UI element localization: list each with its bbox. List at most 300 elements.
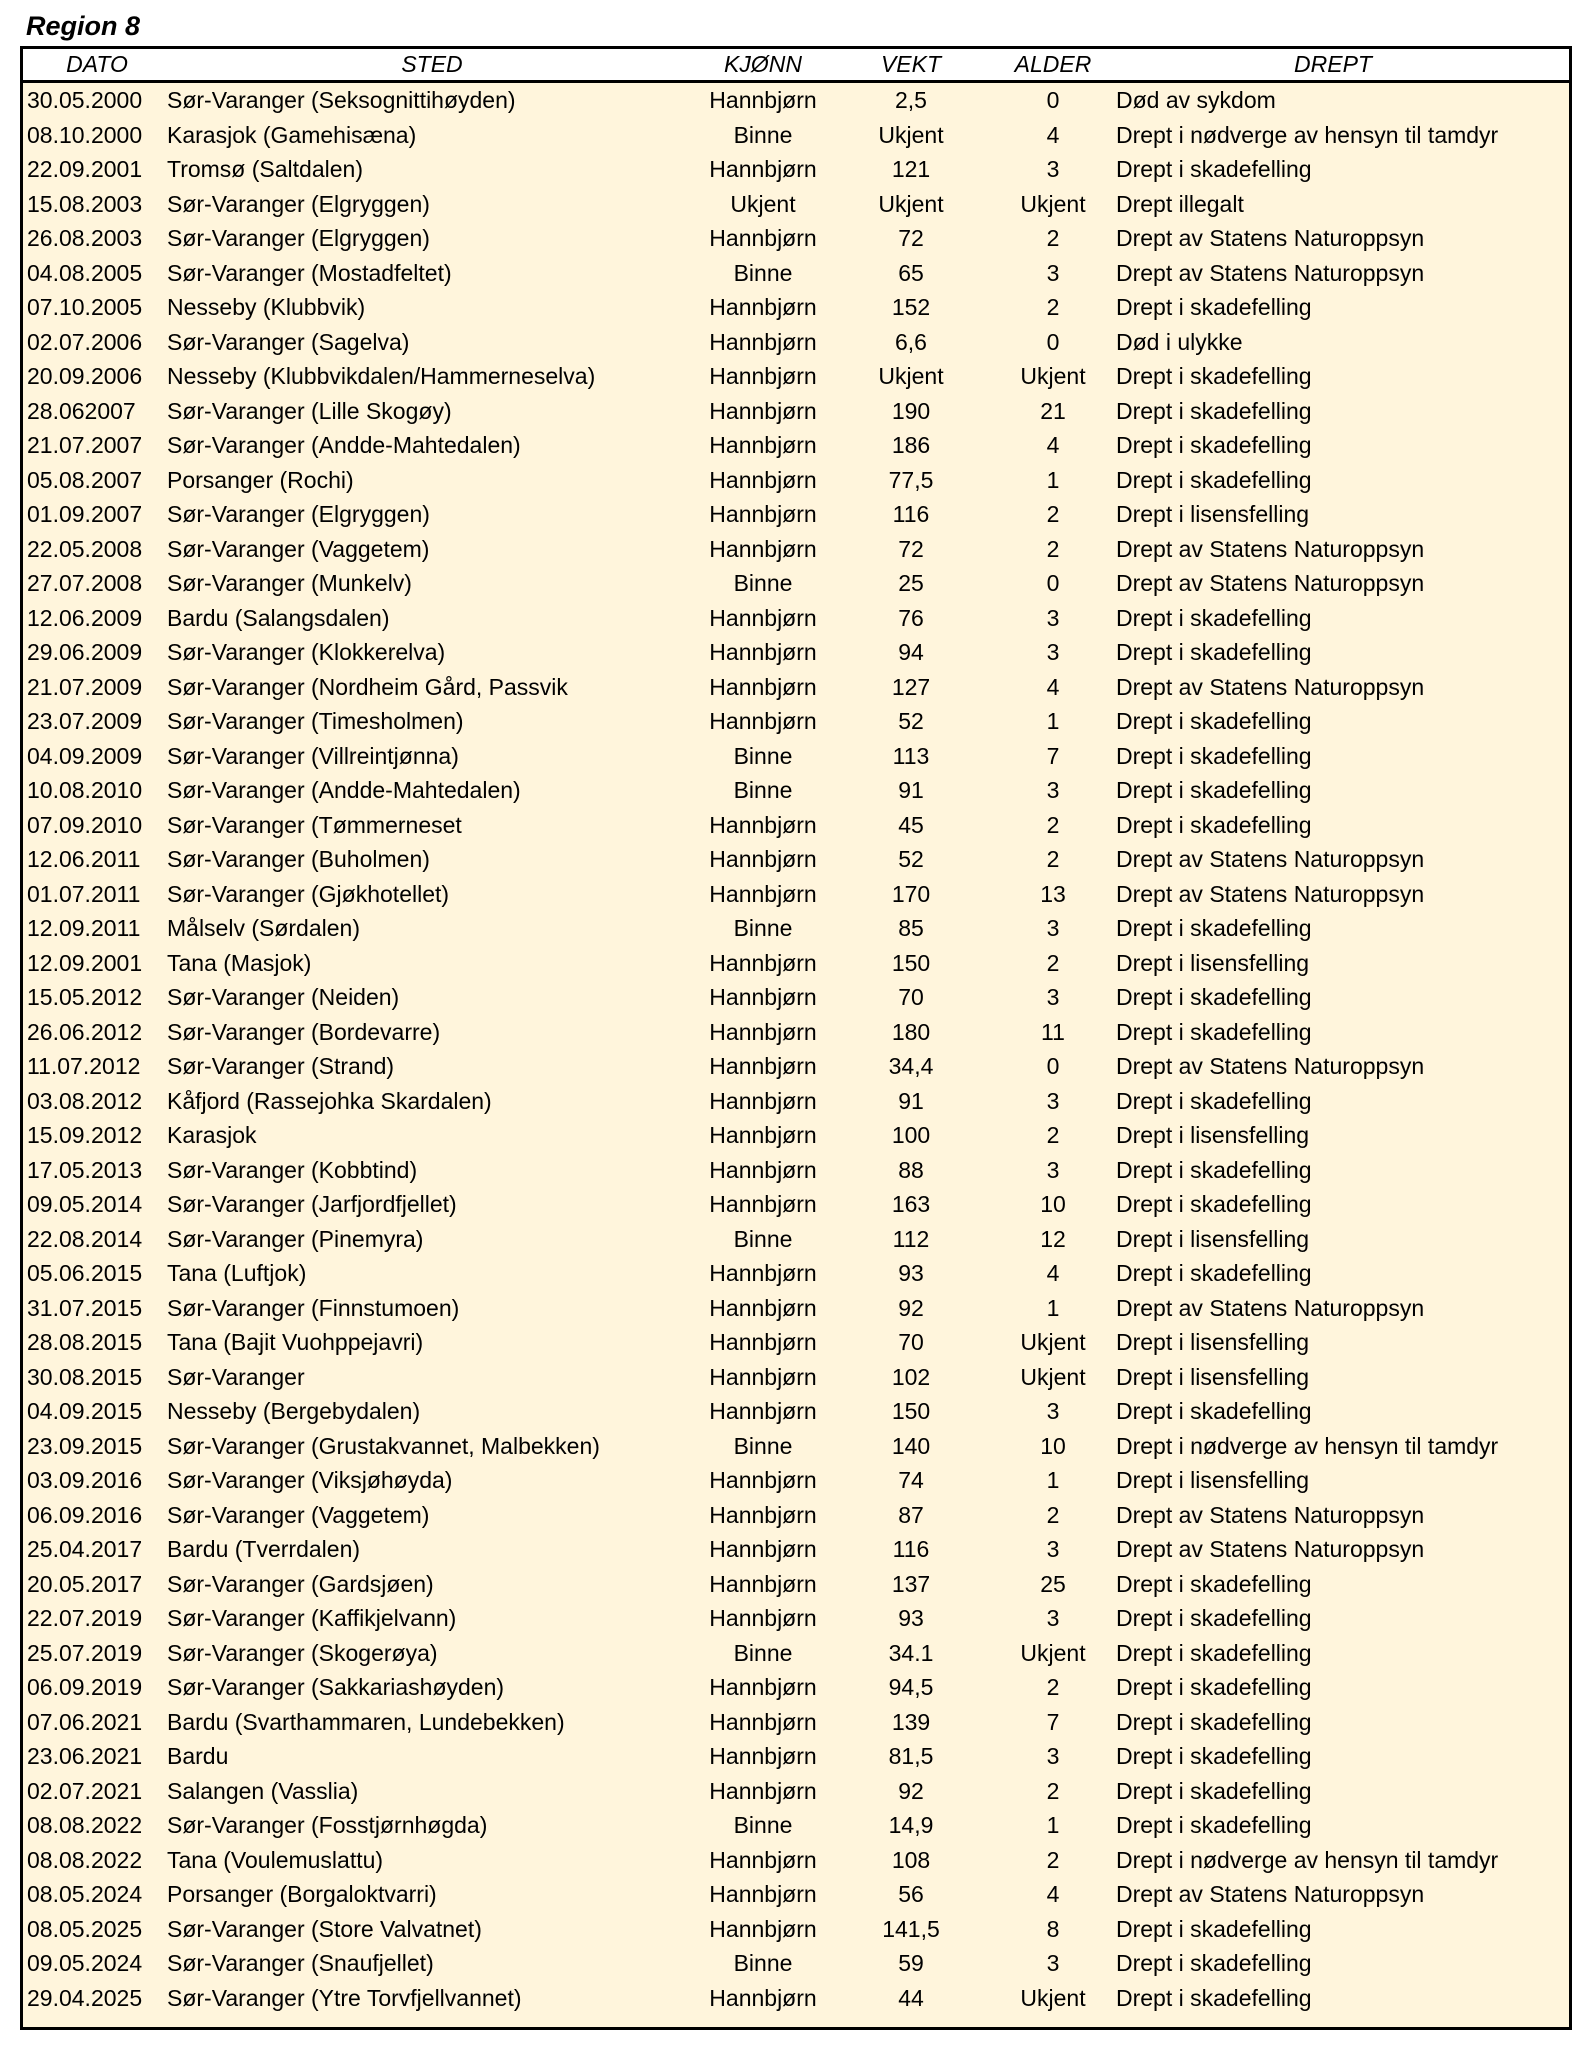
cell-dato: 03.08.2012 [27, 1087, 143, 1114]
table-row [23, 1774, 1569, 1809]
cell-sted: Sør-Varanger (Lille Skogøy) [167, 397, 452, 424]
cell-sted: Sør-Varanger (Vaggetem) [167, 1501, 430, 1528]
cell-vekt: 93 [898, 1260, 924, 1286]
cell-vekt: 59 [898, 1950, 924, 1976]
header-sted: STED [401, 51, 463, 77]
cell-drept: Drept i lisensfelling [1116, 1467, 1310, 1493]
cell-alder: 4 [1046, 1881, 1060, 1907]
cell-kjonn: Hannbjørn [709, 846, 817, 872]
table-row [23, 256, 1569, 291]
cell-kjonn: Hannbjørn [709, 949, 817, 976]
cell-dato: 12.06.2011 [27, 846, 141, 872]
cell-vekt: 45 [898, 811, 924, 838]
cell-dato: 15.09.2012 [27, 1122, 143, 1148]
header-dato: DATO [66, 51, 128, 77]
cell-sted: Nesseby (Klubbvik) [167, 294, 366, 320]
cell-alder: 2 [1046, 949, 1060, 976]
table-row [23, 670, 1569, 705]
cell-dato: 25.07.2019 [27, 1639, 143, 1666]
cell-vekt: 81,5 [888, 1743, 934, 1769]
cell-drept: Drept i skadefelling [1116, 742, 1312, 769]
cell-vekt: 163 [891, 1191, 931, 1217]
cell-alder: 0 [1046, 328, 1060, 355]
cell-vekt: 56 [898, 1881, 924, 1907]
table-row [23, 704, 1569, 739]
table-row [23, 1222, 1569, 1257]
cell-sted: Tana (Luftjok) [167, 1260, 307, 1286]
cell-kjonn: Binne [733, 259, 793, 286]
cell-vekt: 70 [898, 984, 924, 1010]
cell-drept: Drept i lisensfelling [1116, 1225, 1310, 1252]
cell-alder: 3 [1046, 1743, 1060, 1769]
cell-sted: Sør-Varanger (Neiden) [167, 984, 400, 1010]
cell-sted: Sør-Varanger (Elgryggen) [167, 501, 430, 527]
cell-kjonn: Hannbjørn [709, 1398, 817, 1424]
cell-dato: 30.08.2015 [27, 1363, 143, 1390]
cell-vekt: 150 [891, 949, 931, 976]
cell-dato: 03.09.2016 [27, 1467, 143, 1493]
table-row [23, 1532, 1569, 1567]
cell-dato: 23.09.2015 [27, 1432, 143, 1459]
cell-sted: Karasjok (Gamehisæna) [167, 121, 417, 148]
cell-alder: 3 [1046, 259, 1060, 286]
table-row [23, 118, 1569, 153]
cell-vekt: 52 [898, 708, 924, 734]
cell-drept: Drept i skadefelling [1116, 639, 1312, 665]
cell-sted: Sør-Varanger (Seksognittihøyden) [167, 87, 516, 113]
cell-alder: 2 [1046, 294, 1060, 320]
cell-vekt: 72 [898, 225, 924, 251]
cell-sted: Porsanger (Rochi) [167, 466, 354, 493]
cell-alder: 10 [1040, 1191, 1066, 1217]
cell-dato: 07.09.2010 [27, 811, 143, 838]
cell-alder: 2 [1046, 1501, 1060, 1528]
cell-vekt: 127 [891, 673, 931, 700]
cell-alder: 2 [1046, 1846, 1060, 1873]
cell-alder: 2 [1046, 1674, 1060, 1700]
cell-drept: Drept i skadefelling [1116, 1708, 1312, 1735]
cell-drept: Drept i skadefelling [1116, 156, 1312, 182]
table-row [23, 1877, 1569, 1912]
cell-kjonn: Hannbjørn [709, 1294, 817, 1321]
table-row [23, 1084, 1569, 1119]
cell-vekt: 92 [898, 1777, 924, 1804]
cell-sted: Bardu (Tverrdalen) [167, 1536, 361, 1562]
cell-sted: Sør-Varanger (Nordheim Gård, Passvik [167, 673, 568, 700]
cell-drept: Drept av Statens Naturoppsyn [1116, 880, 1425, 907]
cell-dato: 26.06.2012 [27, 1018, 143, 1045]
cell-kjonn: Binne [733, 570, 793, 596]
cell-vekt: 139 [891, 1708, 931, 1735]
cell-dato: 08.08.2022 [27, 1812, 143, 1838]
cell-drept: Drept av Statens Naturoppsyn [1116, 1536, 1425, 1562]
cell-kjonn: Hannbjørn [709, 397, 817, 424]
cell-drept: Drept i skadefelling [1116, 604, 1312, 631]
cell-alder: 3 [1046, 1605, 1060, 1631]
cell-alder: 3 [1046, 1156, 1060, 1183]
cell-kjonn: Hannbjørn [709, 1570, 817, 1597]
cell-kjonn: Hannbjørn [709, 1674, 817, 1700]
cell-dato: 11.07.2012 [27, 1053, 141, 1079]
cell-drept: Drept i lisensfelling [1116, 501, 1310, 527]
cell-vekt: 65 [898, 259, 924, 286]
cell-vekt: 6,6 [895, 328, 927, 355]
cell-drept: Drept av Statens Naturoppsyn [1116, 1053, 1425, 1079]
cell-vekt: 88 [898, 1156, 924, 1183]
cell-sted: Sør-Varanger (Buholmen) [167, 846, 430, 872]
cell-kjonn: Binne [733, 1812, 793, 1838]
cell-alder: 1 [1046, 708, 1060, 734]
cell-alder: 3 [1046, 1950, 1060, 1976]
table-row [23, 463, 1569, 498]
cell-sted: Bardu (Salangsdalen) [167, 604, 390, 631]
cell-sted: Sør-Varanger (Gjøkhotellet) [167, 880, 450, 907]
cell-vekt: 14,9 [888, 1812, 934, 1838]
cell-alder: 4 [1046, 1260, 1060, 1286]
cell-drept: Drept i skadefelling [1116, 1605, 1312, 1631]
cell-drept: Drept i nødverge av hensyn til tamdyr [1116, 1432, 1499, 1459]
cell-kjonn: Binne [733, 742, 793, 769]
cell-kjonn: Hannbjørn [709, 1329, 817, 1355]
cell-drept: Drept i skadefelling [1116, 1018, 1312, 1045]
cell-kjonn: Hannbjørn [709, 673, 817, 700]
cell-drept: Drept illegalt [1116, 190, 1244, 217]
cell-vekt: 112 [892, 1225, 930, 1252]
cell-dato: 05.08.2007 [27, 466, 143, 493]
cell-alder: 8 [1046, 1915, 1060, 1942]
cell-vekt: 34.1 [888, 1639, 934, 1666]
table-row [23, 1705, 1569, 1740]
cell-sted: Sør-Varanger (Skogerøya) [167, 1639, 438, 1666]
cell-dato: 28.08.2015 [27, 1329, 143, 1355]
cell-vekt: 108 [891, 1846, 931, 1873]
table-row [23, 83, 1569, 118]
table-row [23, 152, 1569, 187]
cell-drept: Drept i lisensfelling [1116, 949, 1310, 976]
cell-dato: 20.05.2017 [27, 1570, 143, 1597]
cell-kjonn: Hannbjørn [709, 1881, 817, 1907]
table-row [23, 532, 1569, 567]
cell-alder: 13 [1040, 880, 1066, 907]
cell-dato: 08.10.2000 [27, 121, 143, 148]
cell-drept: Drept i skadefelling [1116, 1777, 1312, 1804]
cell-vekt: 87 [898, 1501, 924, 1528]
cell-sted: Sør-Varanger (Elgryggen) [167, 225, 430, 251]
cell-vekt: 44 [898, 1984, 924, 2011]
cell-sted: Sør-Varanger (Kobbtind) [167, 1156, 418, 1183]
cell-vekt: 170 [891, 880, 931, 907]
table-row [23, 359, 1569, 394]
cell-drept: Drept i skadefelling [1116, 1984, 1312, 2011]
cell-vekt: Ukjent [878, 363, 944, 389]
cell-sted: Sør-Varanger (Andde-Mahtedalen) [167, 432, 521, 458]
table-row [23, 221, 1569, 256]
cell-vekt: 77,5 [888, 466, 934, 493]
table-row [23, 566, 1569, 601]
cell-sted: Nesseby (Klubbvikdalen/Hammerneselva) [167, 363, 596, 389]
cell-kjonn: Hannbjørn [709, 1501, 817, 1528]
cell-dato: 17.05.2013 [27, 1156, 143, 1183]
table-row [23, 1187, 1569, 1222]
cell-alder: 3 [1046, 156, 1060, 182]
cell-kjonn: Hannbjørn [709, 1191, 817, 1217]
cell-kjonn: Hannbjørn [709, 1743, 817, 1769]
cell-drept: Drept i skadefelling [1116, 1639, 1312, 1666]
header-alder: ALDER [1014, 51, 1092, 77]
cell-sted: Sør-Varanger (Gardsjøen) [167, 1570, 434, 1597]
cell-dato: 27.07.2008 [27, 570, 143, 596]
cell-dato: 23.06.2021 [27, 1743, 143, 1769]
cell-sted: Sør-Varanger (Finnstumoen) [167, 1294, 460, 1321]
cell-kjonn: Hannbjørn [709, 984, 817, 1010]
cell-dato: 25.04.2017 [27, 1536, 143, 1562]
cell-dato: 22.07.2019 [27, 1605, 143, 1631]
cell-dato: 26.08.2003 [27, 225, 143, 251]
cell-dato: 15.08.2003 [27, 190, 143, 217]
table-row [23, 601, 1569, 636]
cell-alder: 2 [1046, 811, 1060, 838]
cell-kjonn: Hannbjørn [709, 535, 817, 562]
cell-alder: 12 [1040, 1225, 1066, 1252]
cell-drept: Drept i skadefelling [1116, 1915, 1312, 1942]
cell-sted: Tana (Bajit Vuohppejavri) [167, 1329, 424, 1355]
table-row [23, 1739, 1569, 1774]
cell-sted: Sør-Varanger (Timesholmen) [167, 708, 464, 734]
cell-drept: Drept i skadefelling [1116, 708, 1312, 734]
cell-kjonn: Hannbjørn [709, 639, 817, 665]
cell-dato: 22.08.2014 [27, 1225, 143, 1252]
cell-kjonn: Hannbjørn [709, 466, 817, 493]
cell-alder: 7 [1046, 1708, 1060, 1735]
cell-vekt: 113 [892, 742, 930, 769]
cell-vekt: 34,4 [888, 1053, 934, 1079]
table-row [23, 946, 1569, 981]
cell-sted: Tana (Voulemuslattu) [167, 1846, 384, 1873]
cell-sted: Sør-Varanger (Andde-Mahtedalen) [167, 777, 521, 803]
table-row [23, 808, 1569, 843]
cell-kjonn: Hannbjørn [709, 501, 817, 527]
cell-vekt: 141,5 [882, 1915, 940, 1942]
cell-alder: 0 [1046, 1053, 1060, 1079]
cell-dato: 07.06.2021 [27, 1708, 143, 1735]
cell-vekt: 74 [898, 1467, 924, 1493]
cell-vekt: 91 [898, 1087, 924, 1114]
cell-alder: 2 [1046, 501, 1060, 527]
cell-vekt: 76 [898, 604, 924, 631]
table-row [23, 1498, 1569, 1533]
cell-vekt: 85 [898, 915, 924, 941]
table-row [23, 1325, 1569, 1360]
cell-alder: 7 [1046, 742, 1060, 769]
table-row [23, 1808, 1569, 1843]
cell-kjonn: Hannbjørn [709, 1777, 817, 1804]
table-row [23, 773, 1569, 808]
cell-alder: 1 [1046, 1812, 1060, 1838]
cell-alder: 2 [1046, 1122, 1060, 1148]
cell-drept: Drept av Statens Naturoppsyn [1116, 570, 1425, 596]
cell-dato: 12.09.2001 [27, 949, 143, 976]
cell-sted: Målselv (Sørdalen) [167, 915, 360, 941]
cell-kjonn: Hannbjørn [709, 1363, 817, 1390]
table-row [23, 739, 1569, 774]
cell-alder: 2 [1046, 1777, 1060, 1804]
cell-dato: 30.05.2000 [27, 87, 143, 113]
cell-dato: 04.09.2015 [27, 1398, 143, 1424]
cell-dato: 05.06.2015 [27, 1260, 143, 1286]
table-row [23, 911, 1569, 946]
cell-sted: Sør-Varanger (Bordevarre) [167, 1018, 441, 1045]
cell-drept: Drept i skadefelling [1116, 363, 1312, 389]
table-row [23, 1118, 1569, 1153]
cell-drept: Drept av Statens Naturoppsyn [1116, 1881, 1425, 1907]
cell-vekt: 116 [892, 1536, 930, 1562]
cell-dato: 08.05.2025 [27, 1915, 143, 1942]
cell-kjonn: Hannbjørn [709, 1708, 817, 1735]
cell-drept: Drept i lisensfelling [1116, 1363, 1310, 1390]
data-table [20, 46, 1572, 2030]
cell-kjonn: Hannbjørn [709, 432, 817, 458]
cell-alder: 25 [1040, 1570, 1066, 1597]
cell-sted: Kåfjord (Rassejohka Skardalen) [167, 1087, 492, 1114]
cell-kjonn: Hannbjørn [709, 156, 817, 182]
table-row [23, 1636, 1569, 1671]
cell-dato: 06.09.2016 [27, 1501, 143, 1528]
cell-alder: 3 [1046, 604, 1060, 631]
cell-sted: Bardu (Svarthammaren, Lundebekken) [167, 1708, 565, 1735]
cell-sted: Sør-Varanger (Snaufjellet) [167, 1950, 434, 1976]
cell-dato: 12.06.2009 [27, 604, 143, 631]
cell-sted: Sør-Varanger (Vaggetem) [167, 535, 430, 562]
cell-alder: Ukjent [1020, 363, 1086, 389]
cell-drept: Drept i skadefelling [1116, 397, 1312, 424]
cell-drept: Drept i skadefelling [1116, 432, 1312, 458]
cell-sted: Bardu [167, 1743, 229, 1769]
table-row [23, 1291, 1569, 1326]
table-row [23, 1153, 1569, 1188]
cell-kjonn: Binne [733, 1225, 793, 1252]
cell-vekt: 91 [898, 777, 924, 803]
cell-dato: 21.07.2009 [27, 673, 143, 700]
cell-kjonn: Hannbjørn [709, 225, 817, 251]
cell-vekt: 52 [898, 846, 924, 872]
cell-drept: Drept i skadefelling [1116, 1191, 1312, 1217]
table-row [23, 1015, 1569, 1050]
cell-dato: 23.07.2009 [27, 708, 143, 734]
table-row [23, 1256, 1569, 1291]
cell-alder: Ukjent [1020, 190, 1086, 217]
cell-drept: Drept i skadefelling [1116, 294, 1312, 320]
cell-sted: Sør-Varanger (Store Valvatnet) [167, 1915, 482, 1942]
table-row [23, 1463, 1569, 1498]
cell-alder: 3 [1046, 1087, 1060, 1114]
cell-sted: Tana (Masjok) [167, 949, 312, 976]
cell-alder: 3 [1046, 915, 1060, 941]
cell-drept: Drept av Statens Naturoppsyn [1116, 225, 1425, 251]
cell-vekt: 102 [891, 1363, 931, 1390]
cell-dato: 04.08.2005 [27, 259, 143, 286]
cell-kjonn: Hannbjørn [709, 1467, 817, 1493]
cell-drept: Drept av Statens Naturoppsyn [1116, 673, 1425, 700]
cell-vekt: 150 [891, 1398, 931, 1424]
cell-kjonn: Hannbjørn [709, 811, 817, 838]
cell-sted: Sør-Varanger (Sakkariashøyden) [167, 1674, 505, 1700]
cell-kjonn: Hannbjørn [709, 1053, 817, 1079]
cell-drept: Drept i skadefelling [1116, 1570, 1312, 1597]
header-drept: DREPT [1294, 51, 1372, 77]
cell-kjonn: Hannbjørn [709, 1260, 817, 1286]
cell-kjonn: Hannbjørn [709, 294, 817, 320]
cell-dato: 09.05.2014 [27, 1191, 143, 1217]
cell-sted: Sør-Varanger (Ytre Torvfjellvannet) [167, 1984, 522, 2011]
table-row [23, 1429, 1569, 1464]
table-row [23, 1946, 1569, 1981]
cell-drept: Drept i skadefelling [1116, 1950, 1312, 1976]
cell-dato: 02.07.2021 [27, 1777, 143, 1804]
cell-drept: Drept i nødverge av hensyn til tamdyr [1116, 1846, 1499, 1873]
cell-kjonn: Hannbjørn [709, 1605, 817, 1631]
cell-dato: 02.07.2006 [27, 328, 143, 355]
table-row [23, 428, 1569, 463]
cell-drept: Drept i skadefelling [1116, 915, 1312, 941]
cell-drept: Drept i skadefelling [1116, 1674, 1312, 1700]
table-row [23, 1981, 1569, 2016]
cell-kjonn: Hannbjørn [709, 1536, 817, 1562]
cell-kjonn: Hannbjørn [709, 604, 817, 631]
cell-alder: 21 [1040, 397, 1066, 424]
table-row [23, 1601, 1569, 1636]
cell-alder: 11 [1041, 1018, 1065, 1045]
table-row [23, 290, 1569, 325]
cell-sted: Sør-Varanger (Fosstjørnhøgda) [167, 1812, 488, 1838]
cell-kjonn: Hannbjørn [709, 880, 817, 907]
cell-alder: Ukjent [1020, 1984, 1086, 2011]
cell-dato: 20.09.2006 [27, 363, 143, 389]
cell-dato: 29.04.2025 [27, 1984, 143, 2011]
cell-kjonn: Hannbjørn [709, 1984, 817, 2011]
cell-vekt: 190 [891, 397, 931, 424]
cell-dato: 31.07.2015 [27, 1294, 143, 1321]
cell-dato: 08.05.2024 [27, 1881, 143, 1907]
cell-sted: Tromsø (Saltdalen) [167, 156, 363, 182]
cell-kjonn: Hannbjørn [709, 1915, 817, 1942]
cell-drept: Drept i skadefelling [1116, 1743, 1312, 1769]
cell-kjonn: Hannbjørn [709, 1018, 817, 1045]
cell-alder: 1 [1046, 466, 1060, 493]
cell-alder: 3 [1046, 777, 1060, 803]
cell-vekt: 93 [898, 1605, 924, 1631]
cell-sted: Sør-Varanger (Tømmerneset [167, 811, 462, 838]
cell-kjonn: Binne [733, 777, 793, 803]
cell-alder: 3 [1046, 1536, 1060, 1562]
cell-dato: 29.06.2009 [27, 639, 143, 665]
cell-dato: 22.09.2001 [27, 156, 143, 182]
cell-kjonn: Hannbjørn [709, 87, 817, 113]
header-kjonn: KJØNN [724, 51, 802, 77]
cell-drept: Drept i skadefelling [1116, 1260, 1312, 1286]
cell-alder: 4 [1046, 121, 1060, 148]
cell-vekt: 152 [891, 294, 931, 320]
cell-kjonn: Binne [733, 1432, 793, 1459]
cell-alder: 3 [1046, 1398, 1060, 1424]
cell-dato: 22.05.2008 [27, 535, 143, 562]
cell-sted: Sør-Varanger (Kaffikjelvann) [167, 1605, 457, 1631]
cell-drept: Død av sykdom [1116, 87, 1276, 113]
cell-vekt: 100 [891, 1122, 931, 1148]
cell-vekt: Ukjent [878, 190, 944, 217]
cell-drept: Drept i skadefelling [1116, 1812, 1312, 1838]
cell-alder: Ukjent [1020, 1639, 1086, 1666]
cell-alder: 3 [1046, 984, 1060, 1010]
